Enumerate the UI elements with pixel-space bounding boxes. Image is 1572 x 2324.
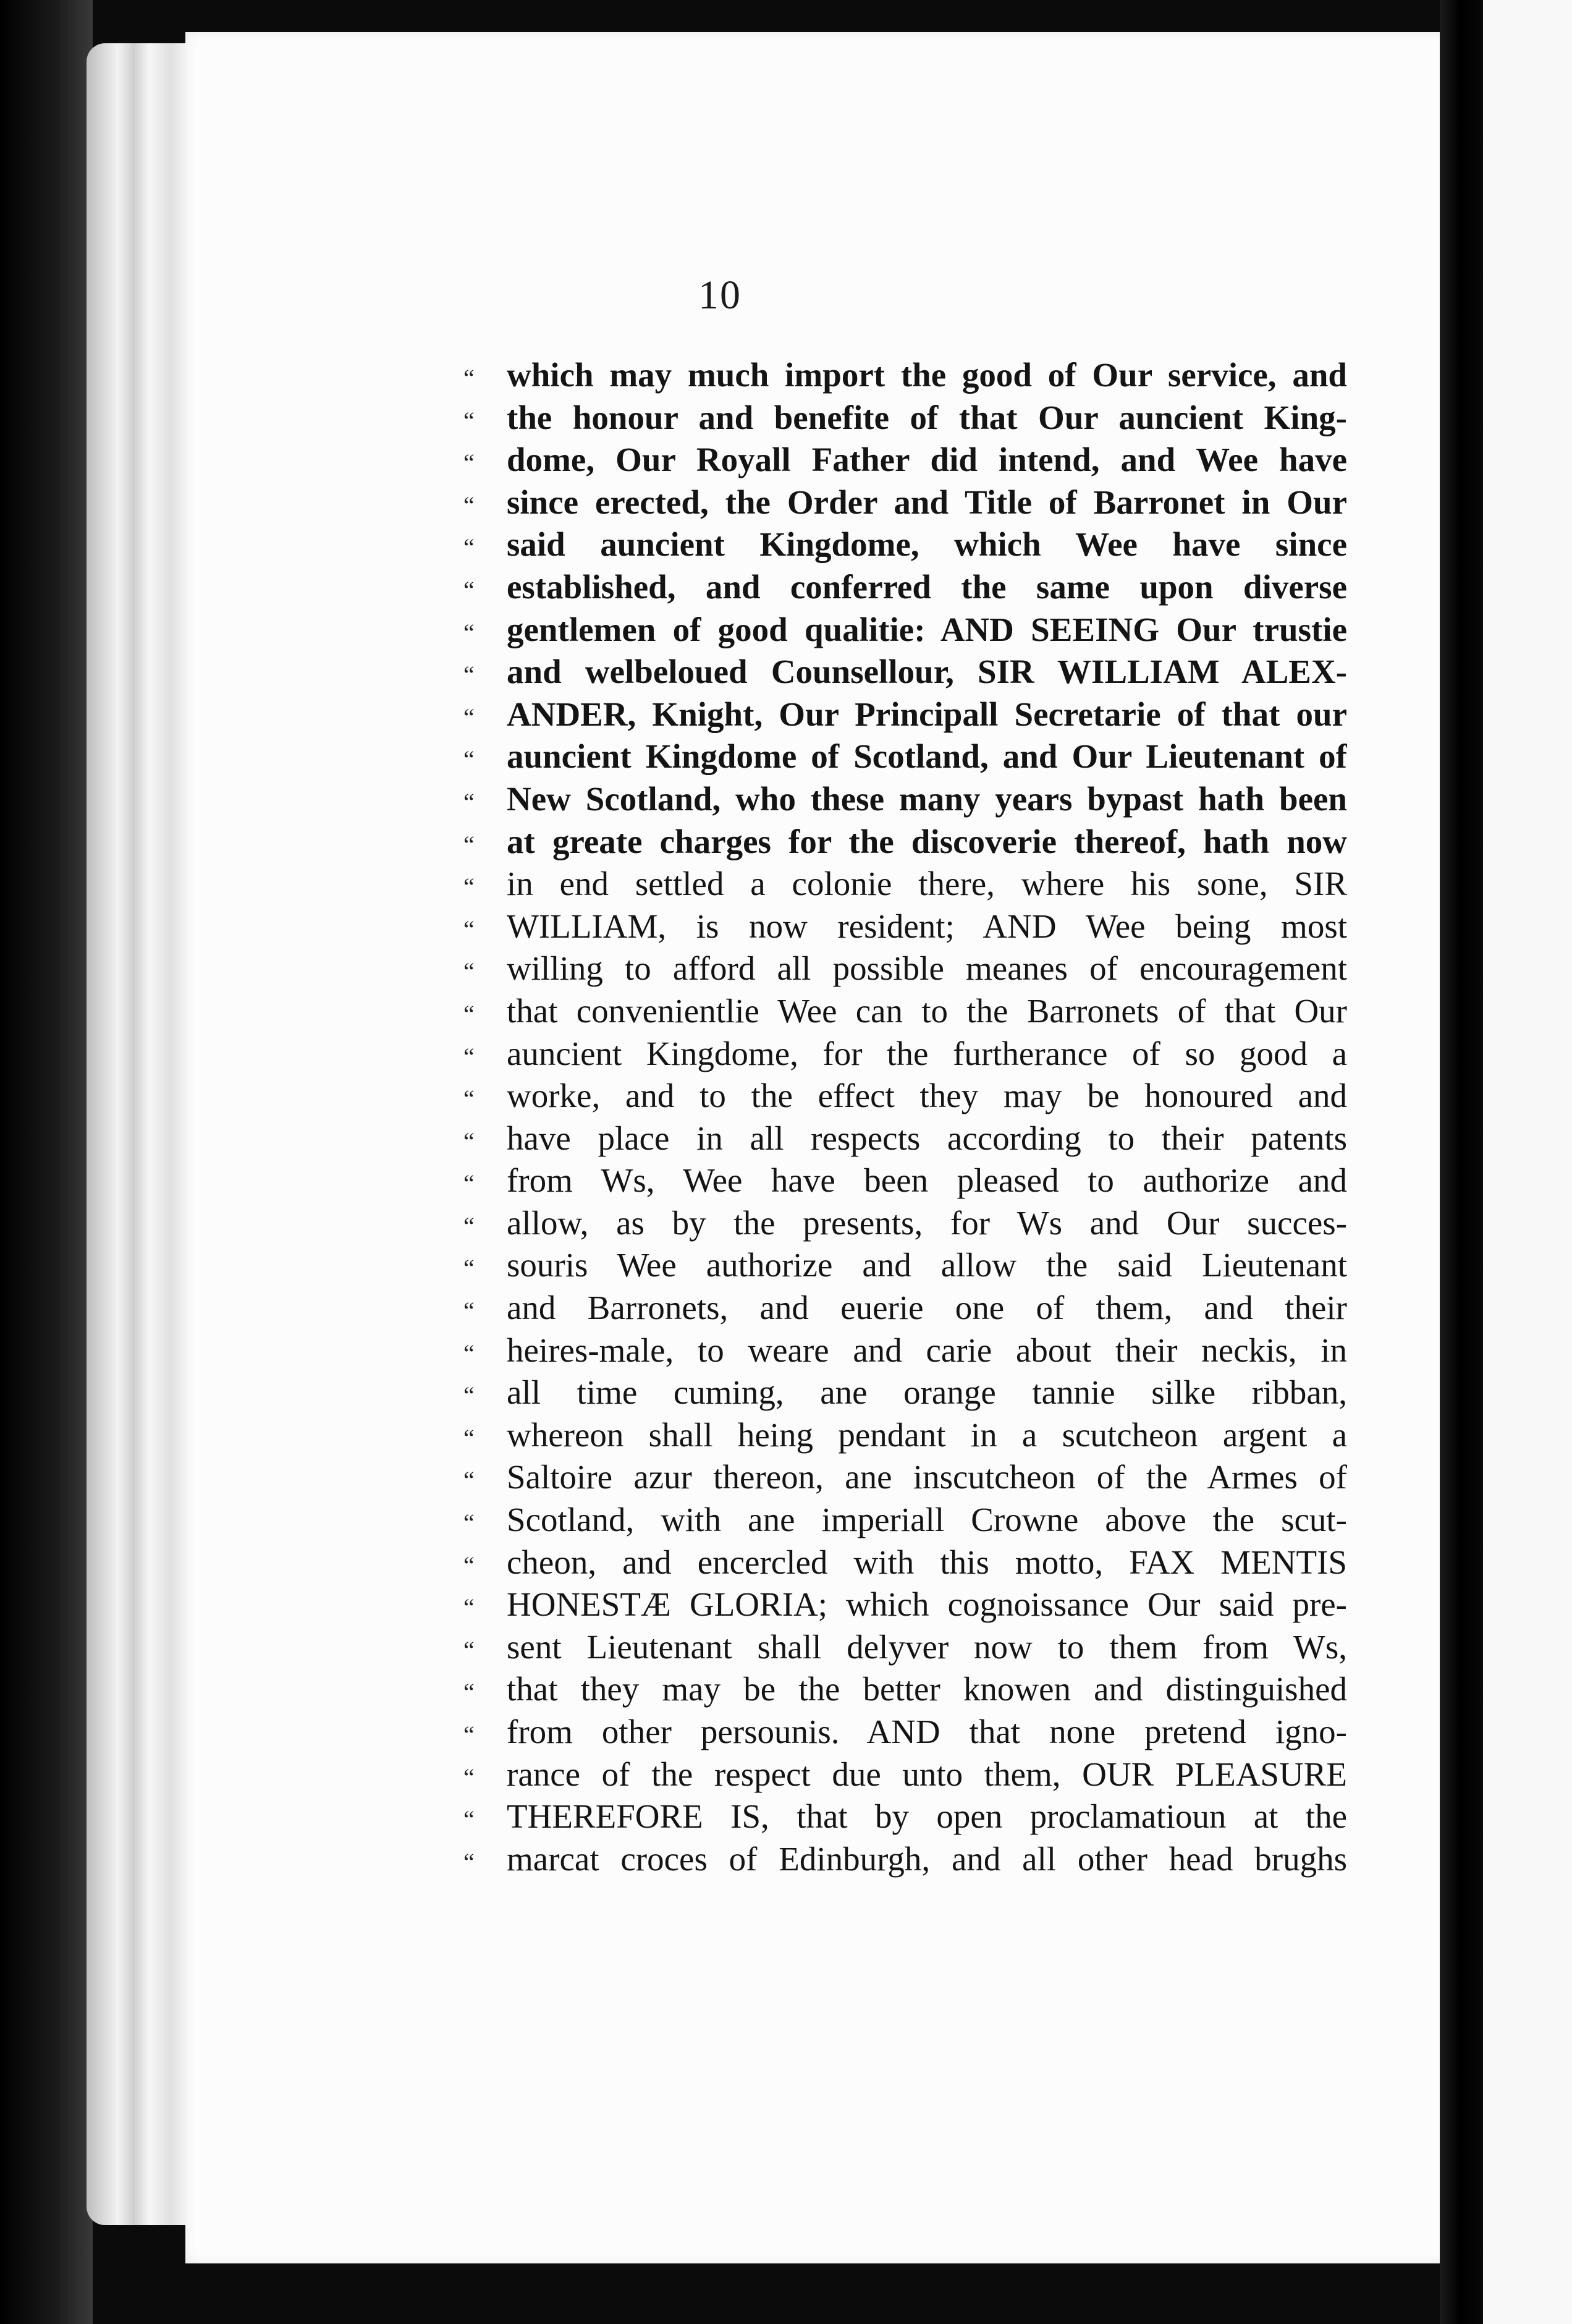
line-text: rance of the respect due unto them, OUR PLEASURE [507,1755,1347,1793]
page-edges [87,43,192,2225]
text-line [463,949,1347,991]
text-line [463,1245,1347,1288]
line-text: that they may be the better knowen and distinguished [507,1670,1347,1708]
quote-mark: “ [463,1678,475,1707]
quote-mark: “ [463,1423,475,1452]
line-text: in end settled a colonie there, where his sone, SIR [507,865,1347,903]
quote-mark: “ [463,1593,475,1622]
line-text: and Barronets, and euerie one of them, and their [507,1289,1347,1327]
line-text: marcat croces of Edinburgh, and all other head brughs [507,1839,1347,1878]
line-text: which may much import the good of Our service, and [507,356,1347,394]
book-gutter [1440,0,1489,2324]
quote-mark: “ [463,406,475,435]
quote-mark: “ [463,449,475,477]
quote-mark: “ [463,661,475,689]
line-text: from other persounis. AND that none pretend igno- [507,1713,1347,1750]
line-text: allow, as by the presents, for Ws and Our succes- [507,1203,1347,1242]
quote-mark: “ [463,703,475,731]
quote-mark: “ [463,787,475,816]
text-line [463,779,1347,822]
text-line [463,1543,1347,1585]
text-line [463,1627,1347,1670]
line-text: ANDER, Knight, Our Principall Secretarie of that our [507,695,1347,733]
quote-mark: “ [463,830,475,859]
scan-background-left [0,0,93,2324]
quote-mark: “ [463,1721,475,1749]
quote-mark: “ [463,1339,475,1367]
quote-mark: “ [463,1509,475,1537]
text-line [463,398,1347,441]
text-line [463,483,1347,525]
line-text: that convenientlie Wee can to the Barronets of that Our [507,991,1347,1030]
text-line [463,525,1347,567]
line-text: HONESTÆ GLORIA; which cognoissance Our said pre- [507,1585,1347,1624]
quote-mark: “ [463,364,475,392]
line-text: dome, Our Royall Father did intend, and Wee have [507,441,1347,479]
text-line [463,1457,1347,1500]
line-text: souris Wee authorize and allow the said Lieutenant [507,1246,1347,1284]
quote-mark: “ [463,1211,475,1240]
quote-mark: “ [463,1254,475,1283]
line-text: auncient Kingdome of Scotland, and Our Lieutenant of [507,737,1347,776]
facing-page-edge [1483,0,1572,2324]
quote-mark: “ [463,1551,475,1579]
line-text: all time cuming, ane orange tannie silke ribban, [507,1373,1347,1412]
text-line [463,567,1347,610]
quote-mark: “ [463,1635,475,1664]
line-text: established, and conferred the same upon diverse [507,567,1347,606]
quote-mark: “ [463,915,475,943]
page-number: 10 [698,273,742,318]
text-line [463,355,1347,398]
line-text: heires-male, to weare and carie about their neckis, in [507,1331,1347,1369]
line-text: and welbeloued Counsellour, SIR WILLIAM ALEX- [507,653,1347,691]
quote-mark: “ [463,1763,475,1791]
text-line [463,610,1347,653]
text-line [463,1797,1347,1839]
text-line [463,1076,1347,1119]
text-line [463,907,1347,949]
line-text: THEREFORE IS, that by open proclamatioun at the [507,1797,1347,1836]
line-text: WILLIAM, is now resident; AND Wee being most [507,907,1347,945]
quote-mark: “ [463,575,475,604]
text-line [463,1203,1347,1246]
line-text: sent Lieutenant shall delyver now to them from Ws, [507,1627,1347,1666]
quote-mark: “ [463,1297,475,1325]
text-line [463,822,1347,865]
quote-mark: “ [463,999,475,1028]
line-text: Saltoire azur thereon, ane inscutcheon of the Armes of [507,1458,1347,1496]
text-line [463,1161,1347,1203]
text-line [463,1839,1347,1882]
text-line [463,1119,1347,1161]
line-text: at greate charges for the discoverie thereof, hath now [507,822,1347,860]
line-text: auncient Kingdome, for the furtherance of so good a [507,1034,1347,1072]
text-line [463,864,1347,907]
quote-mark: “ [463,491,475,519]
body-text [463,355,1347,1881]
text-line [463,1755,1347,1797]
line-text: worke, and to the effect they may be honoured and [507,1077,1347,1115]
quote-mark: “ [463,1085,475,1113]
line-text: Scotland, with ane imperiall Crowne above the scut- [507,1501,1347,1539]
quote-mark: “ [463,618,475,647]
text-line [463,1373,1347,1415]
text-line [463,1669,1347,1712]
line-text: said auncient Kingdome, which Wee have since [507,525,1347,564]
text-line [463,1585,1347,1627]
quote-mark: “ [463,873,475,901]
text-line [463,1415,1347,1458]
text-line [463,652,1347,695]
line-text: gentlemen of good qualitie: AND SEEING Our trustie [507,610,1347,648]
line-text: whereon shall heing pendant in a scutcheon argent a [507,1415,1347,1454]
quote-mark: “ [463,1381,475,1410]
quote-mark: “ [463,1847,475,1876]
line-text: since erected, the Order and Title of Barronet in Our [507,483,1347,521]
text-line [463,1500,1347,1543]
line-text: from Ws, Wee have been pleased to authorize and [507,1161,1347,1200]
text-line [463,991,1347,1034]
text-line [463,1034,1347,1077]
text-line [463,440,1347,483]
quote-mark: “ [463,1169,475,1198]
quote-mark: “ [463,745,475,774]
text-line [463,737,1347,779]
line-text: have place in all respects according to their patents [507,1119,1347,1157]
text-line [463,1712,1347,1755]
line-text: cheon, and encercled with this motto, FAX MENTIS [507,1543,1347,1581]
text-line [463,1288,1347,1331]
line-text: willing to afford all possible meanes of encouragement [507,949,1347,988]
quote-mark: “ [463,1466,475,1495]
text-line [463,1331,1347,1373]
text-line [463,695,1347,737]
quote-mark: “ [463,1042,475,1071]
quote-mark: “ [463,1127,475,1155]
quote-mark: “ [463,1805,475,1834]
quote-mark: “ [463,533,475,562]
line-text: New Scotland, who these many years bypast hath been [507,779,1347,818]
quote-mark: “ [463,957,475,986]
line-text: the honour and benefite of that Our auncient King- [507,398,1347,436]
